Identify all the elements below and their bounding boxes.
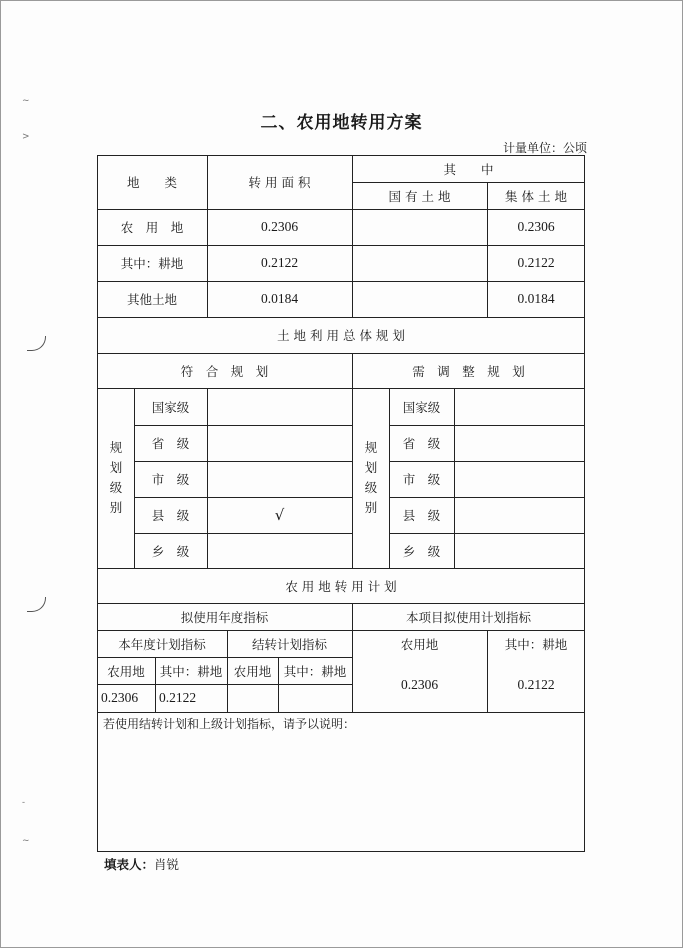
adjust-level-township: 乡 级 [402,543,441,559]
project-farmland-header: 农用地 [400,636,439,652]
farmland-area-value: 0.2306 [260,219,299,234]
this-year-cultivated-label: 其中：耕地 [159,663,223,679]
adjust-level-label: 规 划 级 别 [364,440,378,515]
adjust-level-national: 国家级 [402,399,441,415]
conform-mark-province [207,425,352,461]
project-farmland-value: 0.2306 [400,676,439,692]
adjust-mark-province [454,425,585,461]
this-year-farmland-label: 农用地 [107,663,145,679]
explanation-note: 若使用结转计划和上级计划指标，请予以说明： [103,717,356,731]
carryover-farmland-label: 农用地 [233,663,272,679]
header-of-which: 其 中 [443,161,494,177]
adjust-mark-city [454,461,585,497]
project-index-header: 本项目拟使用计划指标 [405,609,531,625]
conform-level-county: 县 级 [151,508,190,523]
other-land-collective-value: 0.0184 [517,291,555,306]
adjust-mark-national [454,388,585,425]
scan-speck: - [22,798,26,808]
conform-mark-county: √ [274,506,285,524]
row-label-farmland: 农 用 地 [120,220,184,235]
farmland-collective-value: 0.2306 [517,219,555,234]
conform-level-label: 规 划 级 别 [109,440,123,515]
form-filler [104,855,179,873]
header-land-type: 地 类 [126,175,177,190]
scan-speck: ~ [22,836,30,846]
conform-mark-national [207,388,352,425]
filler-name: 肖锐 [154,857,180,872]
this-year-farmland-value: 0.2306 [101,690,139,705]
adjust-level-city: 市 级 [402,472,441,487]
adjust-level-province: 省 级 [402,436,441,451]
adjust-level-county: 县 级 [402,508,441,523]
carryover-index-header: 结转计划指标 [251,636,327,652]
conform-mark-township [207,533,352,568]
farmland-state-value [352,209,487,245]
carryover-cultivated-value [278,684,352,712]
conversion-form-table [97,155,585,852]
conform-level-province: 省 级 [151,436,190,451]
adjust-mark-county [454,497,585,533]
adjust-mark-township [454,533,585,568]
conversion-plan-title: 农 用 地 转 用 计 划 [285,578,397,594]
project-cultivated-value: 0.2122 [517,676,555,692]
header-state-land: 国 有 土 地 [388,188,451,204]
this-year-index-header: 本年度计划指标 [118,636,206,652]
other-land-state-value [352,281,487,317]
carryover-farmland-value [227,684,278,712]
conform-level-township: 乡 级 [151,543,190,559]
cultivated-collective-value: 0.2122 [517,255,555,270]
cultivated-area-value: 0.2122 [260,255,299,270]
conform-level-national: 国家级 [151,399,190,415]
project-cultivated-header: 其中：耕地 [504,636,568,652]
annual-index-header: 拟使用年度指标 [180,609,269,625]
header-collective-land: 集 体 土 地 [505,188,567,204]
row-label-other-land: 其他土地 [126,292,177,307]
measurement-unit: 计量单位：公顷 [502,141,587,155]
header-conversion-area: 转 用 面 积 [248,175,311,190]
scan-speck: > [22,132,30,142]
planning-section-title: 土 地 利 用 总 体 规 划 [277,328,405,343]
adjust-plan-header: 需 调 整 规 划 [412,363,525,379]
conform-level-city: 市 级 [151,472,190,487]
row-label-cultivated: 其中：耕地 [120,256,184,271]
carryover-cultivated-label: 其中：耕地 [283,663,347,679]
cultivated-state-value [352,245,487,281]
page-title: 二、农用地转用方案 [260,113,423,133]
scan-speck: ~ [22,96,30,106]
conform-plan-header: 符 合 规 划 [180,363,269,379]
this-year-cultivated-value: 0.2122 [159,690,197,705]
other-land-area-value: 0.0184 [260,291,299,306]
conform-mark-city [207,461,352,497]
filler-label: 填表人： [104,857,155,872]
